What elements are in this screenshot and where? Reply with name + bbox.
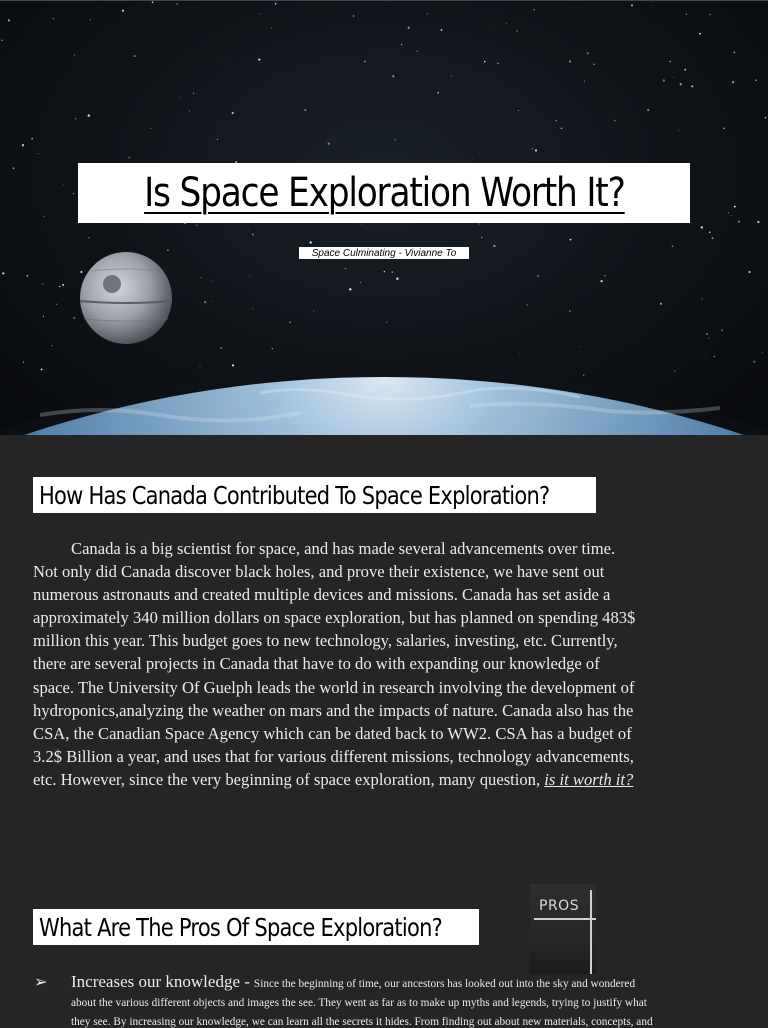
star: [349, 288, 351, 290]
star: [43, 216, 44, 217]
star: [748, 271, 750, 273]
star: [59, 286, 60, 287]
star: [437, 92, 439, 94]
star: [570, 239, 572, 241]
star: [581, 346, 582, 347]
star: [23, 362, 24, 363]
star: [395, 139, 396, 140]
star: [532, 148, 534, 150]
pros-image-label: PROS: [539, 898, 580, 914]
moon-illustration: [80, 252, 172, 344]
section-heading-pros: [33, 909, 479, 945]
star: [604, 275, 605, 276]
star: [705, 355, 706, 356]
star: [252, 234, 254, 236]
page-subtitle: Space Culminating - Vivianne To: [311, 247, 457, 259]
star: [260, 13, 261, 14]
star: [406, 266, 407, 267]
star: [663, 79, 665, 81]
star: [584, 81, 585, 82]
star: [721, 329, 723, 331]
star: [765, 117, 767, 119]
star: [328, 143, 330, 145]
star: [731, 215, 732, 216]
star: [74, 54, 76, 56]
bullet-text: about the various different objects and images the see. They went as far as to make up myths and legends, trying to justify what: [71, 997, 647, 1009]
paragraph-line: approximately 340 million dollars on space exploration, but has planned on spending 483$: [33, 608, 636, 628]
section-heading-text: What Are The Pros Of Space Exploration?: [39, 912, 443, 942]
star: [213, 280, 214, 281]
star: [699, 33, 701, 35]
star: [41, 368, 43, 370]
star: [204, 301, 206, 303]
star: [211, 301, 212, 302]
bullet-text: Since the beginning of time, our ancestors has looked out into the sky and wondered: [253, 978, 636, 990]
star: [708, 338, 709, 339]
star: [673, 77, 674, 78]
star: [535, 149, 537, 151]
star: [275, 3, 277, 5]
star: [709, 231, 711, 233]
star: [685, 69, 686, 70]
star: [561, 127, 563, 129]
bullet-text: they see. By increasing our knowledge, we can learn all the secrets it hides. From finding out about new materials, concepts, and: [71, 1016, 653, 1028]
star: [310, 241, 312, 243]
star: [527, 305, 528, 306]
star: [710, 14, 711, 15]
star: [647, 109, 649, 111]
star: [122, 10, 124, 12]
star: [63, 184, 64, 185]
star: [660, 303, 662, 305]
star: [189, 111, 190, 112]
star: [506, 23, 507, 24]
star: [569, 61, 571, 63]
star: [723, 128, 725, 130]
star: [56, 304, 57, 305]
star: [701, 226, 703, 228]
star: [712, 237, 714, 239]
star: [401, 44, 402, 45]
star: [702, 298, 703, 299]
star: [134, 55, 136, 57]
star: [224, 61, 225, 62]
body-paragraph: [33, 537, 738, 791]
star: [38, 153, 39, 154]
paragraph-line: Not only did Canada discover black holes, and prove their existence, we have sent out: [33, 562, 605, 582]
star: [258, 59, 260, 61]
star: [451, 75, 452, 76]
star: [345, 268, 347, 270]
bullet-first-line: [71, 972, 635, 992]
star: [364, 61, 366, 63]
star: [583, 374, 584, 375]
star: [152, 2, 154, 4]
star: [396, 278, 398, 280]
star: [360, 224, 361, 225]
star: [755, 79, 757, 81]
star: [252, 308, 253, 309]
star: [691, 85, 693, 87]
star: [706, 333, 708, 335]
star: [249, 276, 250, 277]
star: [73, 317, 75, 319]
star: [253, 133, 254, 134]
star: [680, 83, 682, 85]
section-heading-text: How Has Canada Contributed To Space Exploration?: [39, 480, 550, 510]
star: [289, 322, 290, 323]
star: [678, 130, 679, 131]
star: [75, 118, 76, 119]
star: [217, 139, 218, 140]
star: [631, 4, 633, 6]
star: [484, 61, 486, 63]
star: [353, 15, 354, 16]
star: [417, 51, 418, 52]
star: [313, 311, 314, 312]
star: [2, 272, 4, 274]
star: [669, 61, 670, 62]
star: [8, 19, 10, 21]
star: [491, 25, 492, 26]
star: [90, 19, 91, 20]
chalk-line: [534, 918, 596, 920]
star: [738, 221, 740, 223]
star: [728, 212, 729, 213]
star: [600, 280, 602, 282]
star: [569, 310, 570, 311]
star: [408, 27, 410, 29]
star: [53, 18, 54, 19]
chalk-line: [590, 890, 592, 974]
star: [232, 364, 234, 366]
worth-it-link[interactable]: is it worth it?: [544, 769, 634, 789]
star: [493, 245, 495, 247]
star: [253, 159, 254, 160]
star: [26, 275, 28, 277]
star: [193, 93, 194, 94]
star: [272, 348, 273, 349]
subtitle-box: [299, 247, 469, 259]
pros-chalkboard-image: [530, 884, 596, 974]
star: [196, 225, 198, 227]
star: [167, 250, 168, 251]
star: [516, 30, 518, 32]
star: [479, 224, 480, 225]
paragraph-line: hydroponics,analyzing the weather on mars and the impacts of nature. Canada also has the: [33, 700, 634, 720]
paragraph-text: etc. However, since the very beginning of space exploration, many question,: [33, 769, 541, 789]
arrow-bullet-icon: ➢: [34, 972, 48, 991]
star: [73, 193, 74, 194]
star: [271, 28, 272, 29]
star: [441, 29, 443, 31]
bullet-title: Increases our knowledge -: [71, 972, 250, 991]
star: [386, 322, 387, 323]
star: [88, 237, 89, 238]
hero-banner: [0, 0, 768, 435]
star: [534, 9, 535, 10]
star: [714, 356, 715, 357]
star: [31, 138, 33, 140]
star: [427, 13, 428, 14]
star: [201, 277, 202, 278]
star: [232, 112, 234, 114]
star: [732, 81, 734, 83]
star: [13, 167, 15, 169]
paragraph-line: there are several projects in Canada that have to do with expanding our knowledge of: [33, 654, 600, 674]
star: [22, 144, 24, 146]
paragraph-line: CSA, the Canadian Space Agency which can be dated back to WW2. CSA has a budget of: [33, 723, 632, 743]
star: [128, 157, 130, 159]
star: [1, 40, 2, 41]
star: [762, 352, 763, 353]
page-title: Is Space Exploration Worth It?: [143, 170, 625, 216]
paragraph-line: 3.2$ Billion a year, and uses that for various different missions, technology advancements,: [33, 746, 634, 766]
star: [573, 128, 574, 129]
star: [88, 114, 90, 116]
star: [384, 271, 385, 272]
star: [593, 63, 595, 65]
star: [497, 63, 498, 64]
star: [150, 128, 151, 129]
star: [52, 345, 53, 346]
star: [672, 246, 673, 247]
star: [733, 52, 735, 54]
section-heading-canada: [33, 477, 596, 513]
star: [587, 52, 589, 54]
title-box: [78, 163, 690, 223]
star: [360, 282, 361, 283]
paragraph-line: Canada is a big scientist for space, and has made several advancements over time.: [71, 539, 616, 558]
star: [556, 120, 558, 122]
star: [753, 361, 755, 363]
earth-horizon: [0, 367, 768, 435]
star: [537, 275, 539, 277]
star: [674, 370, 675, 371]
star: [248, 230, 249, 231]
star: [62, 284, 64, 286]
star: [304, 109, 306, 111]
paragraph-line-last: [33, 768, 738, 791]
star: [392, 75, 394, 77]
star: [653, 2, 654, 3]
star: [220, 347, 222, 349]
star: [480, 152, 481, 153]
paragraph-line: million this year. This budget goes to new technology, salaries, investing, etc. Currently,: [33, 631, 618, 651]
star: [199, 365, 200, 366]
paragraph-line: numerous astronauts and created multiple devices and missions. Canada has set aside a: [33, 585, 611, 605]
star: [391, 271, 393, 273]
star: [757, 221, 759, 223]
star: [181, 97, 182, 98]
star: [734, 206, 736, 208]
star: [42, 284, 43, 285]
star: [80, 271, 82, 273]
star: [614, 120, 616, 122]
star: [518, 110, 519, 111]
star: [176, 3, 177, 4]
star: [686, 14, 687, 15]
star: [43, 316, 44, 317]
paragraph-line: space. The University Of Guelph leads the world in research involving the development of: [33, 677, 635, 697]
star: [481, 237, 482, 238]
star: [519, 353, 520, 354]
